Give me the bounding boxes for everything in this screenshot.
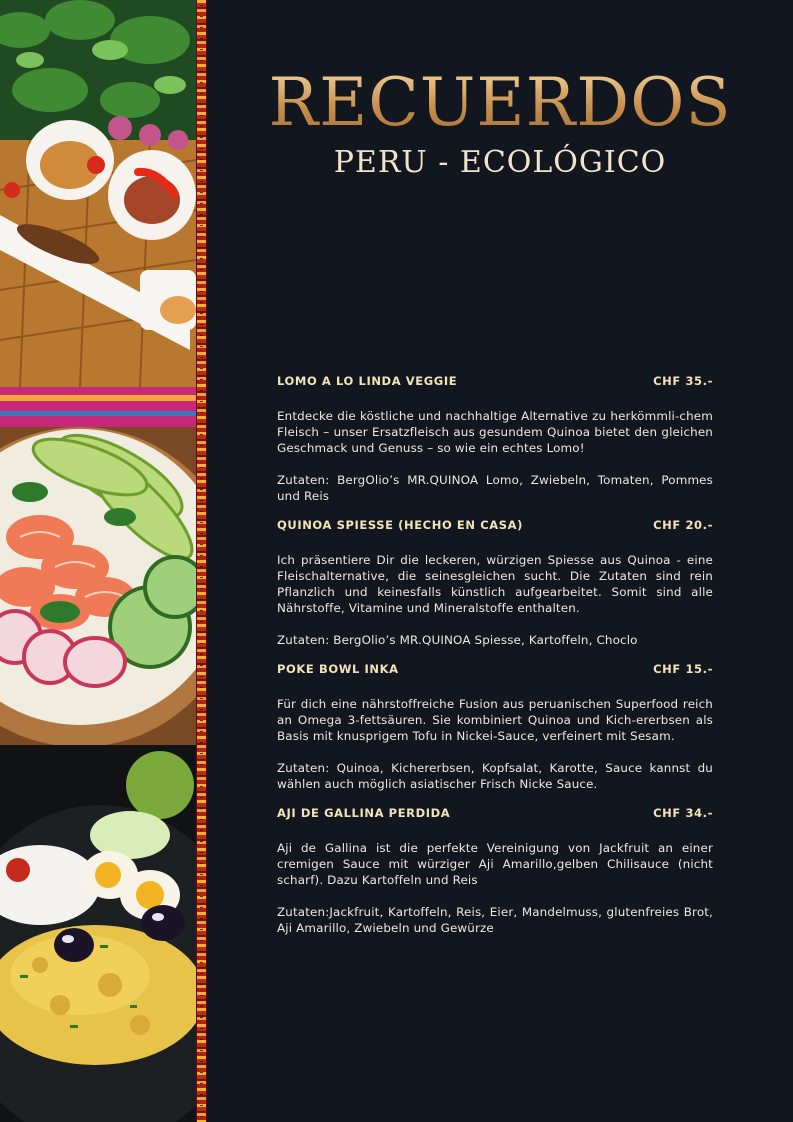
menu-item-name: QUINOA SPIESSE (HECHO EN CASA) [277, 518, 523, 532]
menu-item-name: POKE BOWL INKA [277, 662, 399, 676]
menu-item [277, 518, 713, 648]
brand-title: RECUERDOS [250, 70, 750, 136]
menu-item-description: Entdecke die köstliche und nachhaltige Alternative zu herkömmli-chem Fleisch – unser Ersatzfleisch aus gesundem Quinoa bietet den gleichen Geschmack und Genuss – so wie ein echtes Lomo! [277, 409, 713, 455]
menu-item-ingredients: Zutaten: BergOlio’s MR.QUINOA Lomo, Zwiebeln, Tomaten, Pommes und Reis [277, 473, 713, 503]
menu-item-price: CHF 35.- [653, 374, 713, 388]
menu-item [277, 374, 713, 504]
menu-item-name: LOMO A LO LINDA VEGGIE [277, 374, 458, 388]
menu-item [277, 806, 713, 936]
menu-item-header [277, 374, 713, 392]
photo-poke-bowl [0, 387, 196, 745]
menu-item-ingredients: Zutaten:Jackfruit, Kartoffeln, Reis, Eier, Mandelmuss, glutenfreies Brot, Aji Amarillo, Zwiebeln und Gewürze [277, 905, 713, 935]
menu-item-name: AJI DE GALLINA PERDIDA [277, 806, 451, 820]
menu-item-price: CHF 15.- [653, 662, 713, 676]
menu-item [277, 662, 713, 792]
menu-item-ingredients: Zutaten: Quinoa, Kichererbsen, Kopfsalat, Karotte, Sauce kannst du wählen auch möglich asiatischer Frisch Nicke Sauce. [277, 761, 713, 791]
photo-column [0, 0, 196, 1122]
menu-item-header [277, 662, 713, 680]
menu-item-header [277, 518, 713, 536]
menu-item-price: CHF 34.- [653, 806, 713, 820]
decorative-border [196, 0, 207, 1122]
menu-item-ingredients: Zutaten: BergOlio’s MR.QUINOA Spiesse, Kartoffeln, Choclo [277, 633, 638, 647]
menu-item-description: Ich präsentiere Dir die leckeren, würzigen Spiesse aus Quinoa - eine Fleischalternative, die seinesgleichen sucht. Die Zutaten sind rein Pflanzlich und keinesfalls künstlich aufgearbeitet. Somit sind alle Nährstoffe, Vitamine und Mineralstoffe enthalten. [277, 553, 713, 615]
menu-item-header [277, 806, 713, 824]
menu-list [277, 374, 713, 950]
photo-aji-de-gallina [0, 745, 196, 1122]
menu-item-price: CHF 20.- [653, 518, 713, 532]
brand-subtitle: PERU - ECOLÓGICO [333, 145, 667, 180]
menu-item-description: Aji de Gallina ist die perfekte Vereinigung von Jackfruit an einer cremigen Sauce mit würziger Aji Amarillo,gelben Chilisauce (nicht scharf). Dazu Kartoffeln und Reis [277, 841, 713, 887]
menu-item-description: Für dich eine nährstoffreiche Fusion aus peruanischen Superfood reich an Omega 3-fettsäuren. Sie kombiniert Quinoa und Kich-ererbsen als Basis mit knusprigem Tofu in Nickei-Sauce, verfeinert mit Sesam. [277, 697, 713, 743]
photo-lomo-veggie [0, 0, 196, 387]
